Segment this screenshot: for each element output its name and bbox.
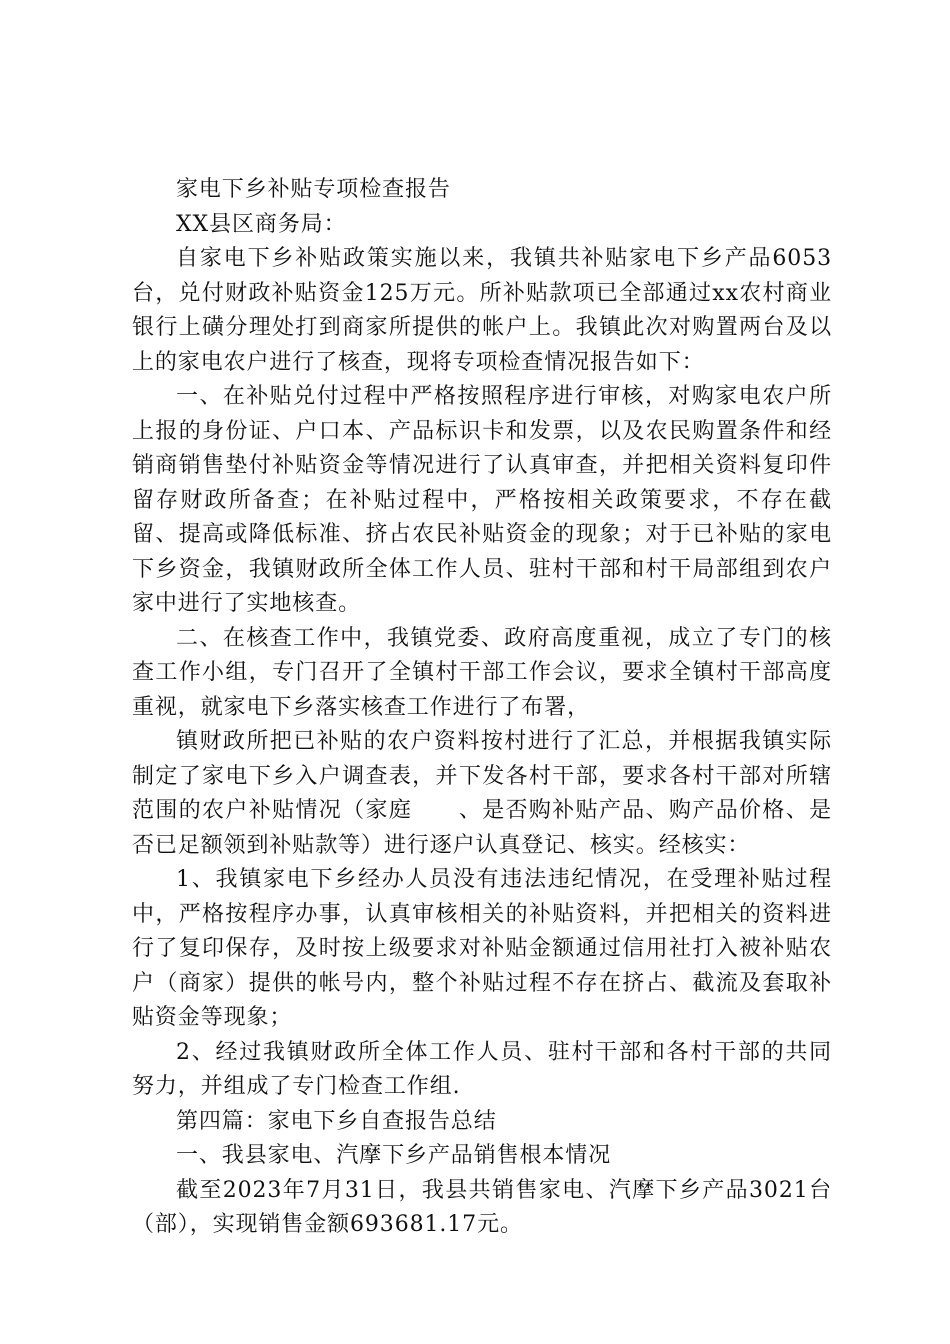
paragraph-finance-summary: 镇财政所把已补贴的农户资料按村进行了汇总，并根据我镇实际制定了家电下乡入户调查表，并下发各村干部，要求各村干部对所辖范围的农户补贴情况（家庭 、是否购补贴产品、购产品价格、是否已足额领到补贴款等）进行逐户认真登记、核实。经核实： [132,729,832,858]
paragraph-sales-summary: 截至2023年7月31日，我县共销售家电、汽摩下乡产品3021台（部），实现销售金额693681.17元。 [132,1177,832,1237]
chapter-heading: 第四篇：家电下乡自查报告总结 [176,1108,497,1134]
paragraph-intro: 自家电下乡补贴政策实施以来，我镇共补贴家电下乡产品6053台，兑付财政补贴资金125万元。所补贴款项已全部通过xx农村商业银行上磺分理处打到商家所提供的帐户上。我镇此次对购置两台及以上的家电农户进行了核查，现将专项检查情况报告如下： [132,246,832,375]
section-heading: 一、我县家电、汽摩下乡产品销售根本情况 [176,1143,612,1168]
paragraph-finding-1: 1、我镇家电下乡经办人员没有违法违纪情况，在受理补贴过程中，严格按程序办事，认真审核相关的补贴资料，并把相关的资料进行了复印保存，及时按上级要求对补贴金额通过信用社打入被补贴农户（商家）提供的帐号内，整个补贴过程不存在挤占、截流及套取补贴资金等现象； [132,867,832,1030]
paragraph-finding-2: 2、经过我镇财政所全体工作人员、驻村干部和各村干部的共同努力，并组成了专门检查工作组. [132,1039,832,1099]
salutation: XX县区商务局： [176,211,347,237]
paragraph-section-2: 二、在核查工作中，我镇党委、政府高度重视，成立了专门的核查工作小组，专门召开了全镇村干部工作会议，要求全镇村干部高度重视，就家电下乡落实核查工作进行了布署， [132,625,832,720]
document-title: 家电下乡补贴专项检查报告 [176,177,451,202]
document-body [132,173,832,1243]
paragraph-section-1: 一、在补贴兑付过程中严格按照程序进行审核，对购家电农户所上报的身份证、户口本、产品标识卡和发票，以及农民购置条件和经销商销售垫付补贴资金等情况进行了认真审查，并把相关资料复印件留存财政所备查；在补贴过程中，严格按相关政策要求，不存在截留、提高或降低标准、挤占农民补贴资金的现象；对于已补贴的家电下乡资金，我镇财政所全体工作人员、驻村干部和村干局部组到农户家中进行了实地核查。 [132,384,832,616]
